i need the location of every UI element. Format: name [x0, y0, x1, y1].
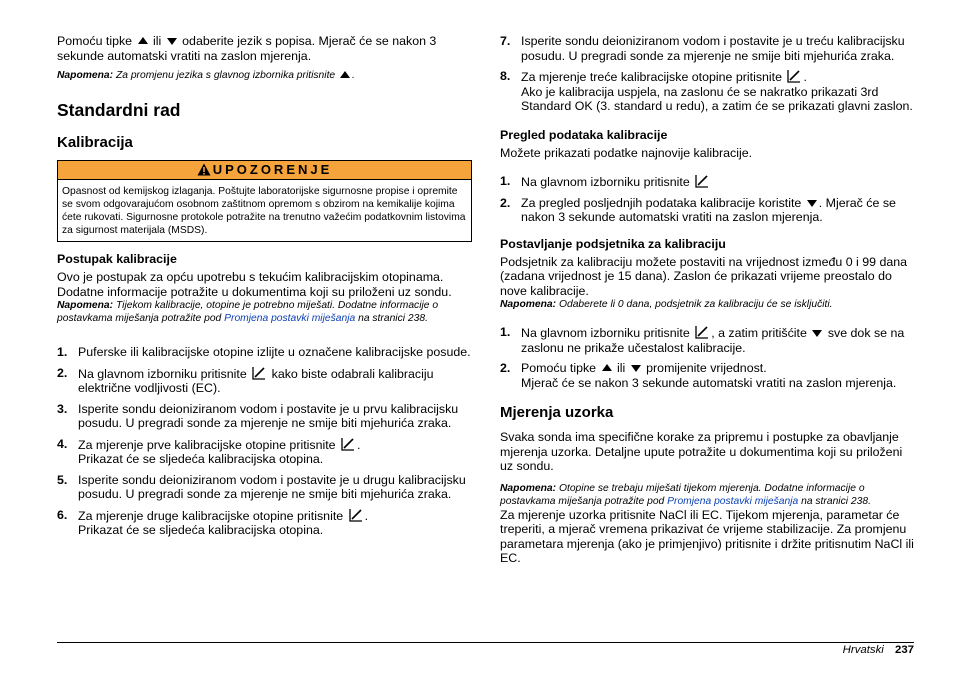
list-item — [500, 34, 914, 63]
step-text: Za mjerenje druge kalibracijske otopine pritisnite — [78, 508, 344, 523]
step-text-2: , a zatim pritišćite — [711, 326, 807, 340]
note-text: Tijekom kalibracije, otopine je potrebno miješati. Dodatne informacije o postavkama miješanja potražite pod — [57, 300, 439, 324]
down-arrow-icon — [807, 200, 817, 207]
list-item: 8. Za mjerenje treće kalibracijske otopine pritisnite . Ako je kalibracija uspjela, na zaslonu će se nakratko prikazati 3rd Standard OK (3. standard u redu), a zatim će se prikazati glavni zaslon. — [500, 69, 913, 113]
settings-link[interactable]: Promjena postavki miješanja — [224, 313, 356, 324]
step-text: Na glavnom izborniku pritisnite — [78, 366, 247, 381]
note-text: Otopine se trebaju miješati tijekom mjerenja. Dodatne informacije o postavkama miješanja potražite pod — [500, 482, 865, 507]
step-number: 1. — [57, 345, 68, 359]
reminder-text: Podsjetnik za kalibraciju možete postaviti na vrijednost između 0 i 99 dana (zadana vrijednost je 15 dana). Zaslon će prikazati vrijeme preostalo do nove kalibracije. — [500, 254, 908, 298]
step-number: 6. — [57, 507, 68, 522]
list-item — [500, 361, 914, 390]
list-item — [500, 174, 914, 190]
calibration-icon — [695, 325, 709, 339]
warning-triangle-icon — [197, 163, 211, 176]
heading-procedure: Postupak kalibracije — [57, 252, 177, 266]
step-text-3: sve dok se na zaslonu ne prikaže učestalost kalibracije. — [521, 326, 905, 355]
calibration-icon — [695, 174, 709, 188]
step-text-4: Mjerač će se nakon 3 sekunde automatski vratiti na zaslon mjerenja. — [521, 375, 897, 390]
footer-divider — [57, 642, 914, 643]
step-number: 4. — [57, 436, 68, 451]
right-column — [500, 34, 914, 566]
heading-calibration: Kalibracija — [57, 134, 133, 151]
note-label: Napomena: — [57, 70, 114, 81]
step-number: 2. — [500, 195, 511, 210]
step-number: 2. — [500, 361, 511, 375]
note-label: Napomena: — [500, 482, 557, 494]
step-text: Isperite sondu deioniziranom vodom i postavite je u drugu kalibracijsku posudu. U pregradi sonde za mjerenje ne smije biti mjehurića zraka. — [78, 472, 466, 501]
calibration-icon — [787, 69, 801, 83]
step-text: Na glavnom izborniku pritisnite — [521, 175, 690, 189]
up-arrow-icon — [602, 364, 612, 371]
warning-title: UPOZORENJE — [212, 162, 333, 177]
calibration-steps-continued — [500, 34, 914, 114]
list-item — [500, 325, 914, 355]
list-item: 6. Za mjerenje druge kalibracijske otopine pritisnite . Prikazat će se sljedeća kalibracijska otopina. — [57, 507, 369, 537]
step-text-2: ili — [616, 361, 626, 375]
calibration-icon — [341, 437, 355, 451]
note-text: Za promjenu jezika s glavnog izbornika pritisnite — [115, 70, 336, 81]
intro-text-a: Pomoću tipke — [57, 34, 133, 48]
reminder-note — [500, 298, 914, 311]
up-arrow-icon — [340, 71, 350, 78]
step-text-2: Ako je kalibracija uspjela, na zaslonu će se nakratko prikazati 3rd Standard OK (3. standard u redu), a zatim će se prikazati glavni zaslon. — [521, 84, 913, 113]
page-footer — [843, 643, 914, 658]
step-text: Isperite sondu deioniziranom vodom i postavite je u treću kalibracijsku posudu. U pregradi sonde za mjerenje ne smije biti mjehurića zraka. — [521, 34, 905, 63]
step-number: 2. — [57, 365, 68, 380]
down-arrow-icon — [812, 330, 822, 337]
step-number: 7. — [500, 34, 511, 48]
list-item — [57, 345, 472, 360]
heading-reminder: Postavljanje podsjetnika za kalibraciju — [500, 236, 726, 251]
note-tail: na stranici 238. — [358, 313, 428, 324]
procedure-note — [57, 299, 472, 325]
review-text: Možete prikazati podatke najnovije kalibracije. — [500, 145, 753, 160]
warning-text: Opasnost od kemijskog izlaganja. Poštujte laboratorijske sigurnosne propise i opremite se svom odgovarajućom osobnom zaštitnom opremom s obzirom na kemikalije kojima ćete rukovati. Sigurnosne protokole potražite na trenutno važećim podatkovnim listovima za sigurnost materijala (MSDS). — [62, 186, 466, 236]
note-label: Napomena: — [500, 299, 557, 310]
note-text: Odaberete li 0 dana, podsjetnik za kalibraciju će se isključiti. — [558, 299, 833, 310]
calibration-icon — [349, 508, 363, 522]
step-number: 3. — [57, 401, 68, 416]
review-steps — [500, 174, 914, 225]
list-item — [57, 473, 472, 502]
step-text-2: Prikazat će se sljedeća kalibracijska otopina. — [78, 523, 324, 537]
step-text-2: . Mjerač će se nakon 3 sekunde automatski vratiti na zaslon mjerenja. — [521, 195, 896, 224]
heading-sample-measurement: Mjerenja uzorka — [500, 404, 614, 421]
sample-text: Svaka sonda ima specifične korake za pripremu i postupke za obavljanje mjerenja uzorka. Detaljne upute potražite u dokumentima koji su priloženi uz sondu. — [500, 430, 903, 473]
step-number: 1. — [500, 174, 511, 188]
down-arrow-icon — [167, 38, 177, 45]
intro-note: Napomena: Za promjenu jezika s glavnog izbornika pritisnite . — [57, 70, 355, 81]
step-text-2: kako biste odabrali kalibraciju električne vodljivosti (EC). — [78, 366, 434, 395]
step-text: Na glavnom izborniku pritisnite — [521, 326, 690, 340]
calibration-icon — [252, 366, 266, 380]
heading-review: Pregled podataka kalibracije — [500, 127, 668, 142]
step-text: Isperite sondu deioniziranom vodom i postavite je u prvu kalibracijsku posudu. U pregradi sonde za mjerenje ne smije biti mjehurića zraka. — [78, 401, 459, 430]
step-text: Za mjerenje prve kalibracijske otopine pritisnite — [78, 437, 336, 452]
calibration-steps — [57, 345, 472, 538]
sample-note — [500, 482, 914, 508]
left-column — [57, 34, 472, 544]
up-arrow-icon — [138, 37, 148, 44]
step-number: 1. — [500, 325, 511, 339]
list-item — [57, 366, 472, 396]
procedure-text: Ovo je postupak za opću upotrebu s tekućim kalibracijskim otopinama. Dodatne informacije potražite u dokumentima koji su priloženi uz sondu. — [57, 270, 452, 299]
step-text: Za pregled posljednjih podataka kalibracije koristite — [521, 195, 802, 210]
settings-link[interactable]: Promjena postavki miješanja — [667, 495, 799, 507]
step-text-2: Prikazat će se sljedeća kalibracijska otopina. — [78, 452, 324, 466]
list-item: 4. Za mjerenje prve kalibracijske otopine pritisnite . Prikazat će se sljedeća kalibracijska otopina. — [57, 436, 361, 466]
warning-box — [57, 160, 472, 242]
step-text: Puferske ili kalibracijske otopine izlijte u označene kalibracijske posude. — [78, 345, 471, 359]
sample-text-2: Za mjerenje uzorka pritisnite NaCl ili EC. Tijekom mjerenja, parametar će treperiti, a mjerač vremena prikazivat će vrijeme stabilizacije. Za promjenu parametara mjerenja (ako je primjenjivo) pritisnite i držite pritisnutim NaCl ili EC. — [500, 507, 914, 565]
step-text-3: promijenite vrijednost. — [646, 361, 767, 375]
page-number: 237 — [894, 644, 914, 656]
step-text: Za mjerenje treće kalibracijske otopine pritisnite — [521, 70, 783, 84]
note-label: Napomena: — [57, 300, 114, 311]
intro-paragraph — [57, 34, 472, 63]
footer-language: Hrvatski — [842, 644, 884, 656]
heading-standard-operation: Standardni rad — [57, 100, 181, 120]
list-item — [500, 196, 914, 225]
down-arrow-icon — [631, 365, 641, 372]
step-number: 8. — [500, 69, 511, 83]
intro-text-b: ili — [152, 34, 162, 48]
list-item — [57, 402, 472, 431]
intro-text-c: odaberite jezik s popisa. Mjerač će se nakon 3 sekunde automatski vratiti na zaslon mjerenja. — [57, 34, 437, 63]
step-text: Pomoću tipke — [521, 361, 597, 375]
reminder-steps — [500, 325, 914, 390]
note-tail: na stranici 238. — [801, 495, 871, 507]
step-number: 5. — [57, 472, 68, 487]
warning-header — [58, 161, 471, 180]
